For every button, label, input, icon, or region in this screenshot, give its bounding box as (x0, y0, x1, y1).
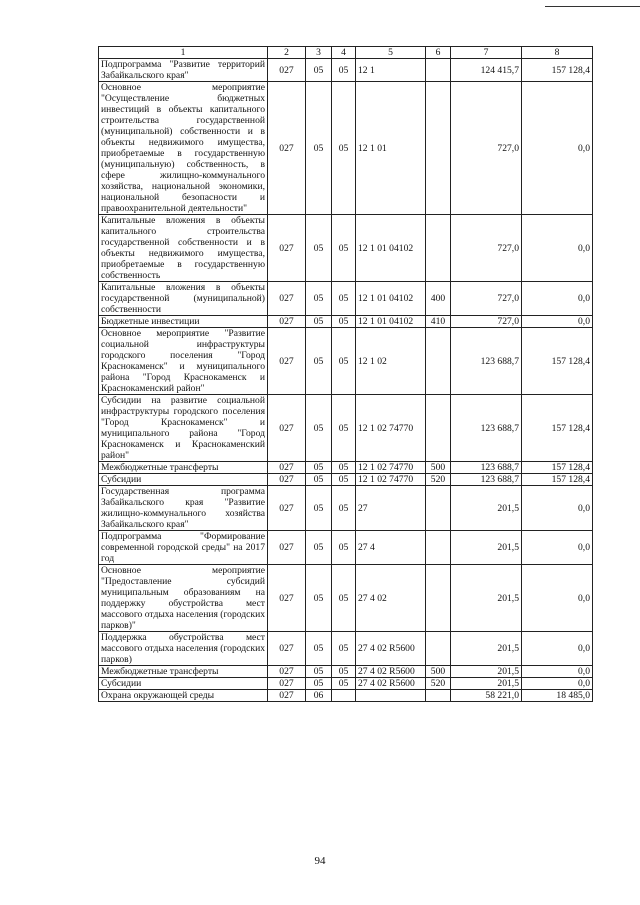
subsection-code: 05 (332, 462, 356, 474)
row-name: Основное мероприятие "Предоставление субсидий муниципальным образованиям на поддержку обустройства мест массового отдыха населения (городских парков)" (99, 565, 268, 632)
expense-type-code (426, 486, 451, 531)
amount-2018: 201,5 (451, 486, 522, 531)
target-article-code: 27 (356, 486, 426, 531)
row-name: Подпрограмма "Формирование современной городской среды" на 2017 год (99, 531, 268, 565)
table-row (99, 462, 593, 474)
amount-2019: 0,0 (522, 632, 593, 666)
expense-type-code: 400 (426, 282, 451, 316)
amount-2019: 0,0 (522, 666, 593, 678)
row-name: Межбюджетные трансферты (99, 666, 268, 678)
ministry-code: 027 (268, 282, 306, 316)
ministry-code: 027 (268, 632, 306, 666)
header-col-7: 7 (451, 47, 522, 59)
table-row (99, 316, 593, 328)
top-rule (545, 6, 640, 7)
amount-2018: 727,0 (451, 82, 522, 215)
row-name: Подпрограмма "Развитие территорий Забайкальского края" (99, 59, 268, 82)
subsection-code: 05 (332, 632, 356, 666)
amount-2018: 201,5 (451, 531, 522, 565)
header-row (99, 47, 593, 59)
ministry-code: 027 (268, 474, 306, 486)
ministry-code: 027 (268, 565, 306, 632)
amount-2018: 123 688,7 (451, 474, 522, 486)
amount-2019: 157 128,4 (522, 474, 593, 486)
section-code: 05 (306, 282, 332, 316)
header-col-8: 8 (522, 47, 593, 59)
section-code: 06 (306, 690, 332, 702)
target-article-code: 12 1 01 04102 (356, 316, 426, 328)
amount-2018: 201,5 (451, 632, 522, 666)
section-code: 05 (306, 395, 332, 462)
amount-2019: 0,0 (522, 531, 593, 565)
amount-2018: 58 221,0 (451, 690, 522, 702)
row-name: Государственная программа Забайкальского края "Развитие жилищно-коммунального хозяйства Забайкальского края" (99, 486, 268, 531)
table-row (99, 215, 593, 282)
expense-type-code: 520 (426, 474, 451, 486)
ministry-code: 027 (268, 82, 306, 215)
target-article-code (356, 690, 426, 702)
expense-type-code (426, 328, 451, 395)
expense-type-code (426, 690, 451, 702)
amount-2018: 123 688,7 (451, 462, 522, 474)
subsection-code: 05 (332, 395, 356, 462)
amount-2018: 201,5 (451, 565, 522, 632)
expense-type-code (426, 531, 451, 565)
target-article-code: 27 4 02 R5600 (356, 632, 426, 666)
section-code: 05 (306, 316, 332, 328)
amount-2018: 123 688,7 (451, 395, 522, 462)
section-code: 05 (306, 328, 332, 395)
subsection-code: 05 (332, 82, 356, 215)
amount-2018: 123 688,7 (451, 328, 522, 395)
expense-type-code (426, 632, 451, 666)
subsection-code: 05 (332, 328, 356, 395)
header-col-3: 3 (306, 47, 332, 59)
table-row (99, 282, 593, 316)
target-article-code: 12 1 01 (356, 82, 426, 215)
row-name: Основное мероприятие "Осуществление бюджетных инвестиций в объекты капитального строительства государственной (муниципальной) собственности и в объекты недвижимого имущества, приобретаемые в государственную (муниципальную) собственность, в сфере жилищно-коммунального хозяйства, национальной экономики, национальной безопасности и правоохранительной деятельности" (99, 82, 268, 215)
target-article-code: 12 1 (356, 59, 426, 82)
expense-type-code: 410 (426, 316, 451, 328)
table-row (99, 474, 593, 486)
amount-2019: 157 128,4 (522, 462, 593, 474)
row-name: Основное мероприятие "Развитие социальной инфраструктуры городского поселения "Город Краснокаменск" и муниципального района "Город Краснокаменск и Краснокаменский район" (99, 328, 268, 395)
amount-2019: 0,0 (522, 565, 593, 632)
expense-type-code: 500 (426, 462, 451, 474)
ministry-code: 027 (268, 316, 306, 328)
section-code: 05 (306, 215, 332, 282)
expense-type-code (426, 395, 451, 462)
ministry-code: 027 (268, 666, 306, 678)
header-col-2: 2 (268, 47, 306, 59)
target-article-code: 12 1 01 04102 (356, 215, 426, 282)
amount-2019: 0,0 (522, 215, 593, 282)
expense-type-code: 520 (426, 678, 451, 690)
table-row (99, 59, 593, 82)
target-article-code: 12 1 02 74770 (356, 462, 426, 474)
amount-2018: 124 415,7 (451, 59, 522, 82)
target-article-code: 27 4 02 R5600 (356, 678, 426, 690)
table-row (99, 690, 593, 702)
amount-2018: 727,0 (451, 282, 522, 316)
target-article-code: 12 1 02 74770 (356, 395, 426, 462)
row-name: Бюджетные инвестиции (99, 316, 268, 328)
table-row (99, 666, 593, 678)
section-code: 05 (306, 462, 332, 474)
amount-2019: 18 485,0 (522, 690, 593, 702)
table-row (99, 531, 593, 565)
amount-2019: 0,0 (522, 282, 593, 316)
ministry-code: 027 (268, 462, 306, 474)
ministry-code: 027 (268, 395, 306, 462)
table-row (99, 82, 593, 215)
section-code: 05 (306, 474, 332, 486)
section-code: 05 (306, 82, 332, 215)
table-row (99, 678, 593, 690)
expense-type-code (426, 82, 451, 215)
ministry-code: 027 (268, 328, 306, 395)
subsection-code: 05 (332, 316, 356, 328)
amount-2019: 157 128,4 (522, 59, 593, 82)
header-col-6: 6 (426, 47, 451, 59)
subsection-code: 05 (332, 215, 356, 282)
row-name: Межбюджетные трансферты (99, 462, 268, 474)
section-code: 05 (306, 565, 332, 632)
row-name: Охрана окружающей среды (99, 690, 268, 702)
ministry-code: 027 (268, 690, 306, 702)
target-article-code: 27 4 (356, 531, 426, 565)
row-name: Субсидии (99, 678, 268, 690)
row-name: Поддержка обустройства мест массового отдыха населения (городских парков) (99, 632, 268, 666)
amount-2019: 0,0 (522, 316, 593, 328)
ministry-code: 027 (268, 59, 306, 82)
amount-2019: 157 128,4 (522, 395, 593, 462)
budget-table (98, 46, 593, 702)
subsection-code (332, 690, 356, 702)
expense-type-code (426, 565, 451, 632)
target-article-code: 27 4 02 R5600 (356, 666, 426, 678)
table-row (99, 328, 593, 395)
subsection-code: 05 (332, 486, 356, 531)
table-row (99, 395, 593, 462)
subsection-code: 05 (332, 282, 356, 316)
subsection-code: 05 (332, 531, 356, 565)
section-code: 05 (306, 666, 332, 678)
table-row (99, 565, 593, 632)
target-article-code: 27 4 02 (356, 565, 426, 632)
amount-2019: 0,0 (522, 486, 593, 531)
header-col-1: 1 (99, 47, 268, 59)
page-number: 94 (314, 855, 326, 867)
expense-type-code (426, 59, 451, 82)
section-code: 05 (306, 678, 332, 690)
ministry-code: 027 (268, 531, 306, 565)
table-row (99, 632, 593, 666)
amount-2018: 201,5 (451, 678, 522, 690)
section-code: 05 (306, 59, 332, 82)
ministry-code: 027 (268, 486, 306, 531)
header-col-5: 5 (356, 47, 426, 59)
amount-2018: 727,0 (451, 215, 522, 282)
header-col-4: 4 (332, 47, 356, 59)
amount-2018: 201,5 (451, 666, 522, 678)
subsection-code: 05 (332, 678, 356, 690)
row-name: Капитальные вложения в объекты капитального строительства государственной собственности и в объекты недвижимого имущества, приобретаемые в государственную собственность (99, 215, 268, 282)
row-name: Субсидии на развитие социальной инфраструктуры городского поселения "Город Краснокаменск" и муниципального района "Город Краснокаменск и Краснокаменский район" (99, 395, 268, 462)
row-name: Субсидии (99, 474, 268, 486)
subsection-code: 05 (332, 59, 356, 82)
section-code: 05 (306, 531, 332, 565)
target-article-code: 12 1 02 (356, 328, 426, 395)
subsection-code: 05 (332, 565, 356, 632)
table-row (99, 486, 593, 531)
amount-2019: 0,0 (522, 678, 593, 690)
section-code: 05 (306, 486, 332, 531)
amount-2019: 157 128,4 (522, 328, 593, 395)
target-article-code: 12 1 01 04102 (356, 282, 426, 316)
row-name: Капитальные вложения в объекты государственной (муниципальной) собственности (99, 282, 268, 316)
expense-type-code: 500 (426, 666, 451, 678)
amount-2019: 0,0 (522, 82, 593, 215)
ministry-code: 027 (268, 678, 306, 690)
section-code: 05 (306, 632, 332, 666)
target-article-code: 12 1 02 74770 (356, 474, 426, 486)
amount-2018: 727,0 (451, 316, 522, 328)
expense-type-code (426, 215, 451, 282)
ministry-code: 027 (268, 215, 306, 282)
subsection-code: 05 (332, 474, 356, 486)
subsection-code: 05 (332, 666, 356, 678)
